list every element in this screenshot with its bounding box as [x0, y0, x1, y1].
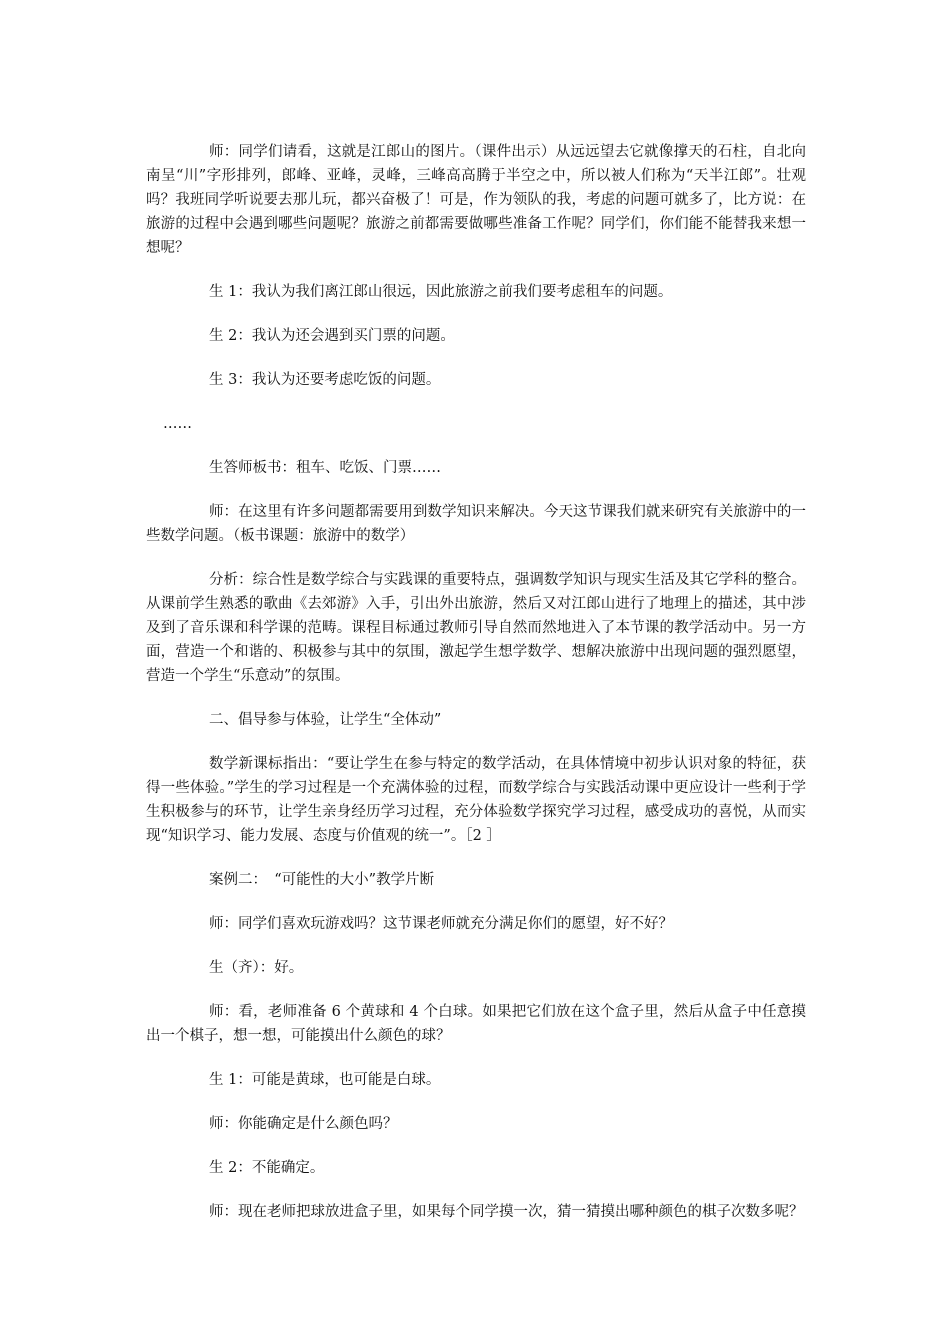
students-reply: 生（齐）：好。 [209, 960, 304, 976]
teacher-balls-paragraph: 师：看，老师准备 6 个黄球和 4 个白球。如果把它们放在这个盒子里，然后从盒子中任意摸出一个棋子，想一想，可能摸出什么颜色的球？ [146, 1004, 806, 1044]
teacher-paragraph-topic: 师：在这里有许多问题都需要用到数学知识来解决。今天这节课我们就来研究有关旅游中的一些数学问题。（板书课题：旅游中的数学） [146, 504, 806, 544]
blackboard-paragraph: 生答师板书：租车、吃饭、门票…… [209, 460, 441, 476]
teacher-game-question: 师：同学们喜欢玩游戏吗？这节课老师就充分满足你们的愿望，好不好？ [209, 916, 673, 932]
teacher-paragraph-intro: 师：同学们请看，这就是江郎山的图片。（课件出示）从远远望去它就像撑天的石柱，自北向南呈“川”字形排列，郎峰、亚峰，灵峰，三峰高高腾于半空之中，所以被人们称为“天半江郎”。壮观吗？我班同学听说要去那儿玩，都兴奋极了！可是，作为领队的我，考虑的问题可就多了，比方说：在旅游的过程中会遇到哪些问题呢？旅游之前都需要做哪些准备工作呢？同学们，你们能不能替我来想一想呢？ [146, 144, 806, 256]
analysis-paragraph: 分析：综合性是数学综合与实践课的重要特点，强调数学知识与现实生活及其它学科的整合。从课前学生熟悉的歌曲《去郊游》入手，引出外出旅游，然后又对江郎山进行了地理上的描述，其中涉及到了音乐课和科学课的范畴。课程目标通过教师引导自然而然地进入了本节课的教学活动中。另一方面，营造一个和谐的、积极参与其中的氛围，激起学生想学数学、想解决旅游中出现问题的强烈愿望，营造一个学生“乐意动”的氛围。 [146, 572, 806, 684]
student-3-paragraph: 生 3：我认为还要考虑吃饭的问题。 [209, 372, 441, 388]
case-two-heading: 案例二： “可能性的大小”教学片断 [209, 872, 435, 888]
student-1-paragraph: 生 1：我认为我们离江郎山很远，因此旅游之前我们要考虑租车的问题。 [209, 284, 673, 300]
teacher-guess-question: 师：现在老师把球放进盒子里，如果每个同学摸一次，猜一猜摸出哪种颜色的棋子次数多呢？ [209, 1204, 804, 1220]
document-page [146, 140, 806, 1244]
student-1-answer: 生 1：可能是黄球，也可能是白球。 [209, 1072, 441, 1088]
curriculum-paragraph: 数学新课标指出：“要让学生在参与特定的数学活动，在具体情境中初步认识对象的特征，获得一些体验。”学生的学习过程是一个充满体验的过程，而数学综合与实践活动课中更应设计一些利于学生积极参与的环节，让学生亲身经历学习过程，充分体验数学探究学习过程，感受成功的喜悦，从而实现“知识学习、能力发展、态度与价值观的统一”。［2 ］ [146, 756, 806, 844]
student-2-paragraph: 生 2：我认为还会遇到买门票的问题。 [209, 328, 455, 344]
ellipsis-paragraph: …… [163, 416, 192, 432]
section-heading: 二、倡导参与体验，让学生“全体动” [209, 712, 442, 728]
teacher-color-question: 师：你能确定是什么颜色吗？ [209, 1116, 398, 1132]
student-2-answer: 生 2：不能确定。 [209, 1160, 325, 1176]
